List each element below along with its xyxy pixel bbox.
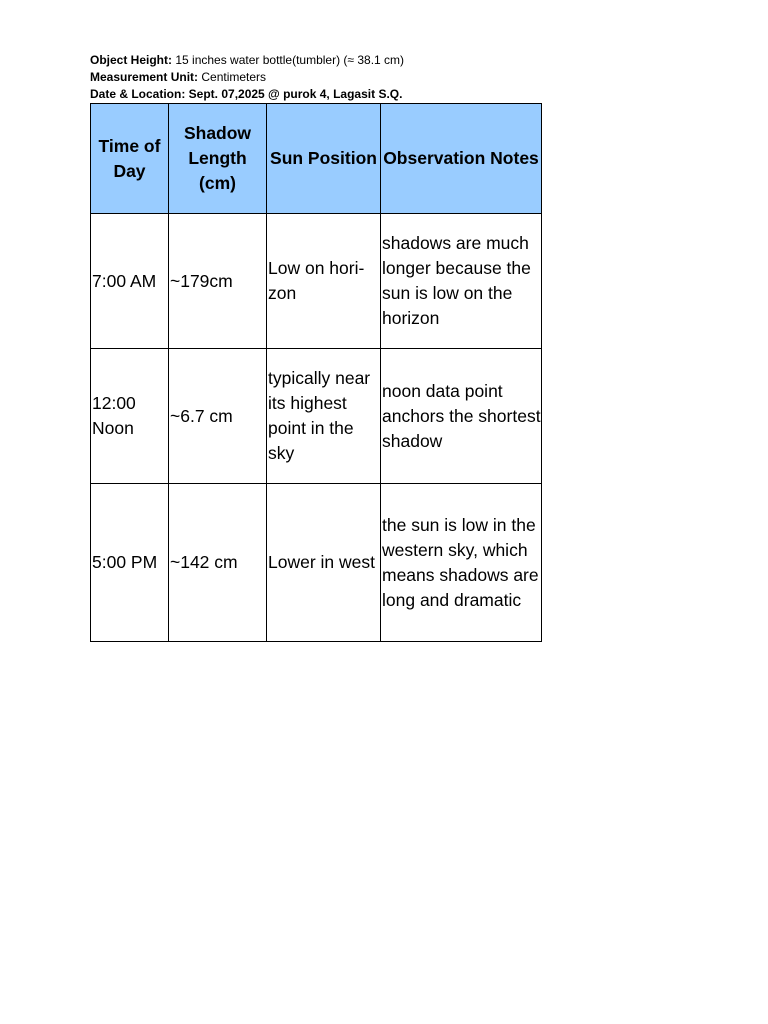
table-row bbox=[91, 349, 542, 484]
document-meta bbox=[90, 52, 404, 103]
cell-shadow-length: ~6.7 cm bbox=[169, 349, 267, 484]
object-height-line bbox=[90, 52, 404, 69]
cell-sun-position: Lower in west bbox=[267, 484, 381, 642]
header-shadow-length: Shadow Length (cm) bbox=[169, 104, 267, 214]
cell-time: 5:00 PM bbox=[91, 484, 169, 642]
measurement-unit-label: Measurement Unit: bbox=[90, 70, 199, 84]
object-height-label: Object Height: bbox=[90, 53, 173, 67]
cell-time: 12:00 Noon bbox=[91, 349, 169, 484]
cell-shadow-length: ~179cm bbox=[169, 214, 267, 349]
object-height-value: 15 inches water bottle(tumbler) (≈ 38.1 cm) bbox=[172, 53, 405, 67]
header-sun-position: Sun Position bbox=[267, 104, 381, 214]
cell-shadow-length: ~142 cm bbox=[169, 484, 267, 642]
cell-time: 7:00 AM bbox=[91, 214, 169, 349]
header-observation-notes: Observation Notes bbox=[381, 104, 542, 214]
cell-sun-position: typically near its highest point in the sky bbox=[267, 349, 381, 484]
header-time-of-day: Time of Day bbox=[91, 104, 169, 214]
measurement-unit-value: Centimeters bbox=[198, 70, 267, 84]
shadow-observation-table bbox=[90, 103, 542, 642]
date-location-line: Date & Location: Sept. 07,2025 @ purok 4, Lagasit S.Q. bbox=[90, 87, 403, 101]
cell-notes: shadows are much longer because the sun is low on the horizon bbox=[381, 214, 542, 349]
cell-notes: noon data point anchors the shortest shadow bbox=[381, 349, 542, 484]
cell-sun-position: Low on horizon bbox=[267, 214, 381, 349]
table-row bbox=[91, 214, 542, 349]
table-header-row bbox=[91, 104, 542, 214]
table-row bbox=[91, 484, 542, 642]
measurement-unit-line bbox=[90, 69, 404, 86]
cell-notes: the sun is low in the western sky, which means shadows are long and dramatic bbox=[381, 484, 542, 642]
